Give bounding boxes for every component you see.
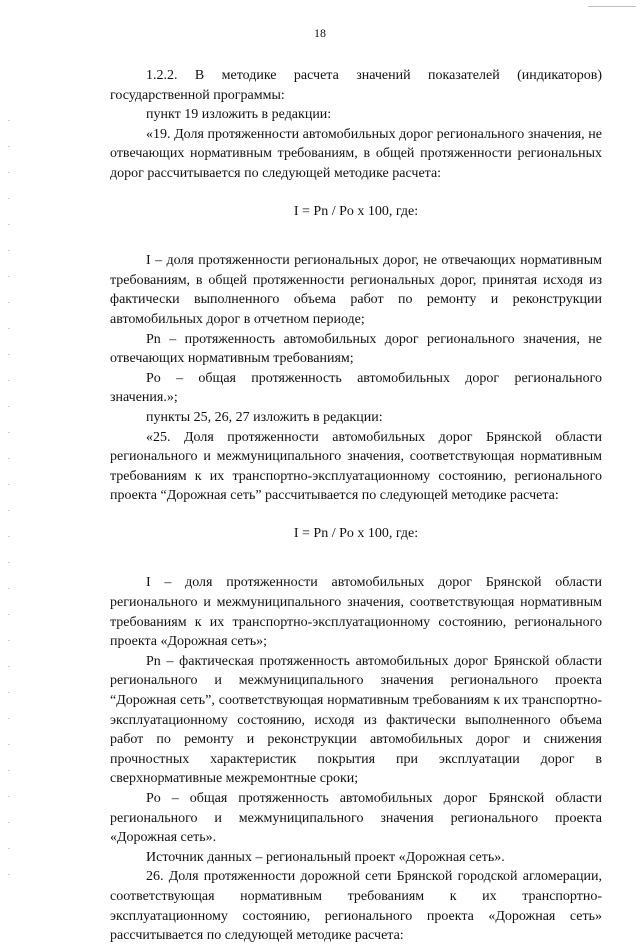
scan-margin-dots (8, 120, 10, 880)
paragraph-1-2-2: 1.2.2. В методике расчета значений показателей (индикаторов) государственной программы: (110, 68, 602, 103)
definition-pn-1: Pn – протяженность автомобильных дорог регионального значения, не отвечающих нормативным требованиям; (110, 331, 602, 367)
paragraph-items-25-27-intro: пункты 25, 26, 27 изложить в редакции: (146, 409, 383, 425)
document-body (110, 66, 602, 946)
scan-edge-mark (588, 6, 636, 7)
paragraph-item-25: «25. Доля протяженности автомобильных дорог Брянской области регионального и межмуниципального значения, соответствующая нормативным требованиям к их транспортно-эксплуатационному состоянию, регионального проекта “Дорожная сеть” рассчитывается по следующей методике расчета: (110, 429, 602, 504)
definition-po-1: Po – общая протяженность автомобильных дорог регионального значения.»; (110, 370, 602, 406)
data-source: Источник данных – региональный проект «Дорожная сеть». (146, 849, 505, 865)
definition-pn-2: Pn – фактическая протяженность автомобильных дорог Брянской области регионального и межмуниципального значения регионального проекта “Дорожная сеть”, соответствующая нормативным требованиям к их транспортно-эксплуатационному состоянию, исходя из фактически выполненного объема работ по ремонту и реконструкции автомобильных дорог и снижения прочностных характеристик покрытия при эксплуатации дорог в сверхнормативные межремонтные сроки; (110, 653, 602, 787)
definition-i-1: I – доля протяженности региональных дорог, не отвечающих нормативным требованиям, в общей протяженности региональных дорог, принятая исходя из фактически выполненного объема работ по ремонту и реконструкции автомобильных дорог в отчетном периоде; (110, 253, 602, 327)
definition-i-2: I – доля протяженности автомобильных дорог Брянской области регионального и межмуниципального значения, соответствующая нормативным требованиям к их транспортно-эксплуатационному состоянию, регионального проекта «Дорожная сеть»; (110, 575, 602, 650)
formula-1: I = Pn / Po x 100, где: (293, 203, 419, 219)
paragraph-item-19: «19. Доля протяженности автомобильных дорог регионального значения, не отвечающих нормативным требованиям, в общей протяженности региональных дорог рассчитывается по следующей методике расчета: (110, 126, 602, 181)
paragraph-item-19-intro: пункт 19 изложить в редакции: (146, 107, 332, 123)
definition-po-2: Po – общая протяженность автомобильных дорог Брянской области регионального и межмуниципального значения регионального проекта «Дорожная сеть». (110, 791, 602, 846)
paragraph-item-26: 26. Доля протяженности дорожной сети Брянской городской агломерации, соответствующая нормативным требованиям к их транспортно-эксплуатационному состоянию, регионального проекта «Дорожная сеть» рассчитывается по следующей методике расчета: (110, 869, 602, 944)
page-number: 18 (314, 26, 326, 40)
formula-2: I = Pn / Po x 100, где: (293, 525, 419, 541)
